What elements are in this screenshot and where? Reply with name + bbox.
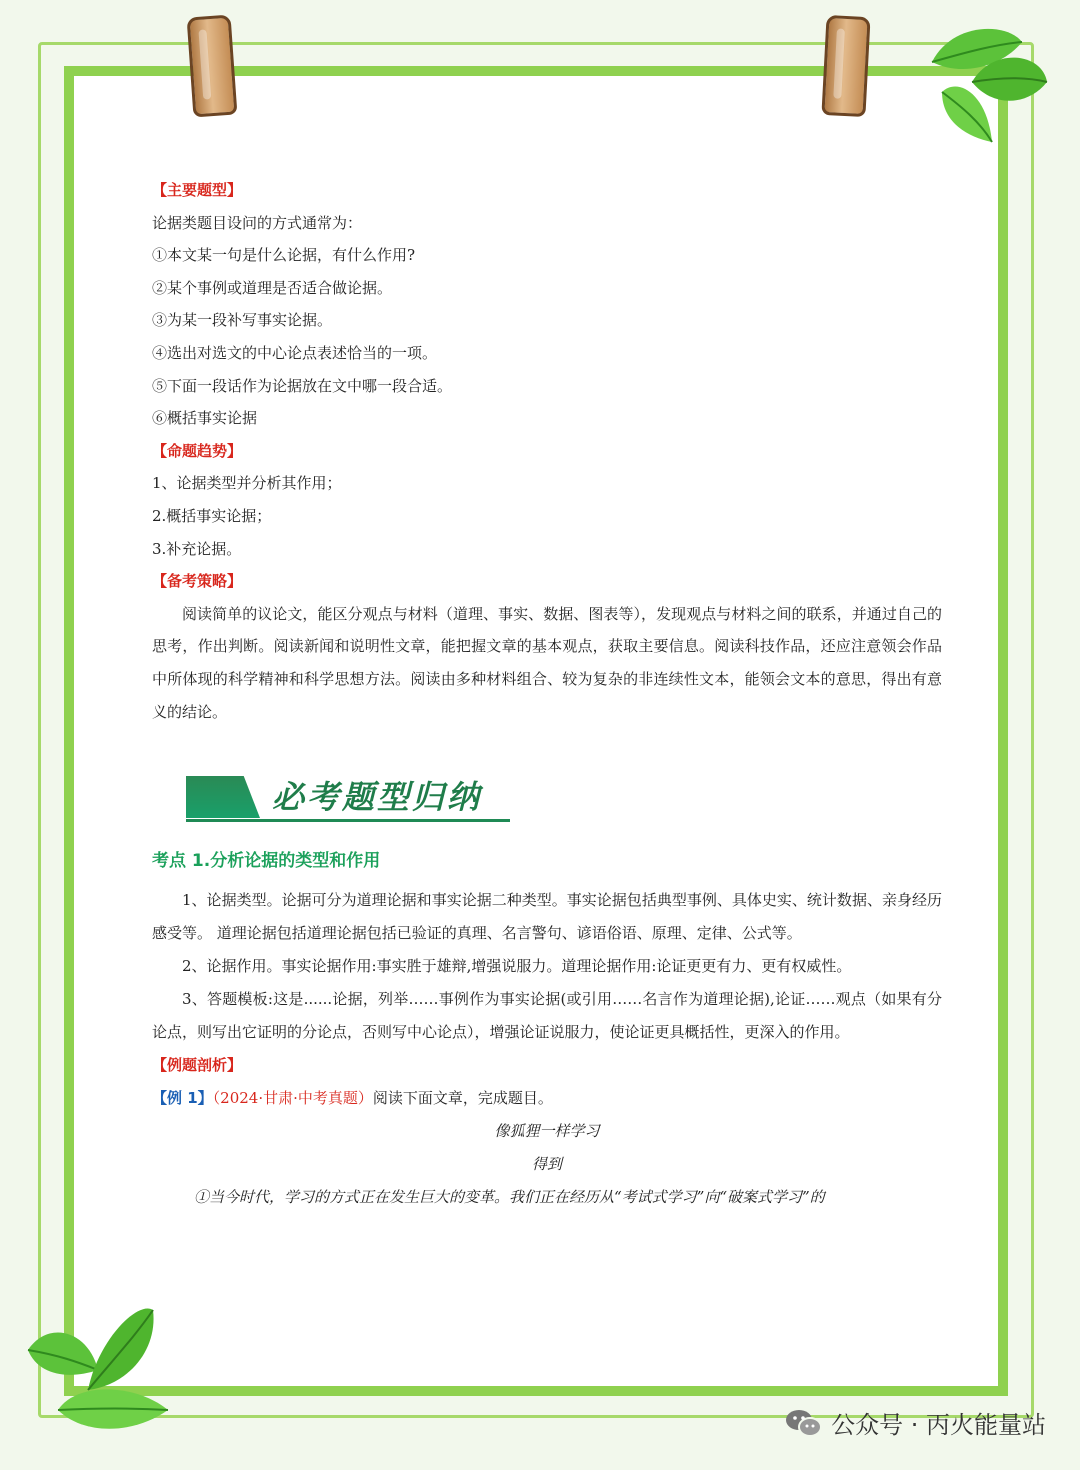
watermark [785, 1405, 1046, 1440]
point-section [152, 884, 942, 1214]
watermark-text: 公众号 · 丙火能量站 [831, 1411, 1046, 1439]
leaf-cluster-icon [912, 22, 1052, 152]
list-item: ②某个事例或道理是否适合做论据。 [152, 278, 393, 297]
example-instruction: 阅读下面文章，完成题目。 [372, 1089, 553, 1107]
leaf-cluster-icon [18, 1300, 178, 1440]
list-item: ①本文某一句是什么论据，有什么作用? [152, 246, 416, 265]
banner-underline [186, 819, 510, 822]
overview-section [152, 174, 942, 728]
intro-text: 论据类题目设问的方式通常为： [152, 213, 363, 232]
article-first-line: ①当今时代，学习的方式正在发生巨大的变革。我们正在经历从“考试式学习”向“破案式学习”的 [194, 1188, 825, 1206]
trend-tag: 【命题趋势】 [152, 441, 243, 460]
list-item: 3.补充论据。 [152, 539, 242, 558]
example-source: （2024·甘肃·中考真题） [212, 1089, 373, 1107]
strategy-tag: 【备考策略】 [152, 572, 243, 591]
point-paragraph: 2、论据作用。事实论据作用:事实胜于雄辩,增强说服力。道理论据作用:论证更更有力、更有权威性。 [182, 957, 852, 975]
example-label: 【例 1】 [152, 1089, 213, 1107]
list-item: ④选出对选文的中心论点表述恰当的一项。 [152, 343, 438, 362]
paper-clip-icon [821, 15, 870, 117]
wechat-icon [785, 1408, 823, 1438]
list-item: ⑥概括事实论据 [152, 409, 258, 428]
point-paragraph: 1、论据类型。论据可分为道理论据和事实论据二种类型。事实论据包括典型事例、具体史实、统计数据、亲身经历感受等。 道理论据包括道理论据包括已验证的真理、名言警句、谚语俗语、原理、定律、公式等。 [152, 891, 942, 942]
point-heading: 考点 1.分析论据的类型和作用 [152, 851, 381, 871]
main-types-tag: 【主要题型】 [152, 181, 243, 199]
point-paragraph: 3、答题模板:这是......论据，列举……事例作为事实论据(或引用……名言作为道理论据),论证……观点（如果有分论点，则写出它证明的分论点，否则写中心论点），增强论证说服力，使论证更具概括性，更深入的作用。 [152, 990, 942, 1041]
list-item: ③为某一段补写事实论据。 [152, 311, 333, 330]
list-item: 1、论据类型并分析其作用； [152, 474, 342, 493]
list-item: ⑤下面一段话作为论据放在文中哪一段合适。 [152, 376, 453, 395]
article-author: 得到 [531, 1155, 562, 1173]
example-tag: 【例题剖析】 [152, 1056, 243, 1074]
section-banner [186, 772, 510, 826]
paper-clip-icon [187, 15, 238, 118]
banner-block [186, 776, 260, 818]
article-title: 像狐狸一样学习 [494, 1122, 600, 1140]
list-item: 2.概括事实论据； [152, 506, 272, 525]
banner-title: 必考题型归纳 [272, 778, 483, 816]
strategy-paragraph: 阅读简单的议论文，能区分观点与材料（道理、事实、数据、图表等），发现观点与材料之间的联系，并通过自己的思考，作出判断。阅读新闻和说明性文章，能把握文章的基本观点，获取主要信息。阅读科技作品，还应注意领会作品中所体现的科学精神和科学思想方法。阅读由多种材料组合、较为复杂的非连续性文本，能领会文本的意思，得出有意义的结论。 [152, 604, 942, 721]
example-line [152, 1082, 942, 1115]
